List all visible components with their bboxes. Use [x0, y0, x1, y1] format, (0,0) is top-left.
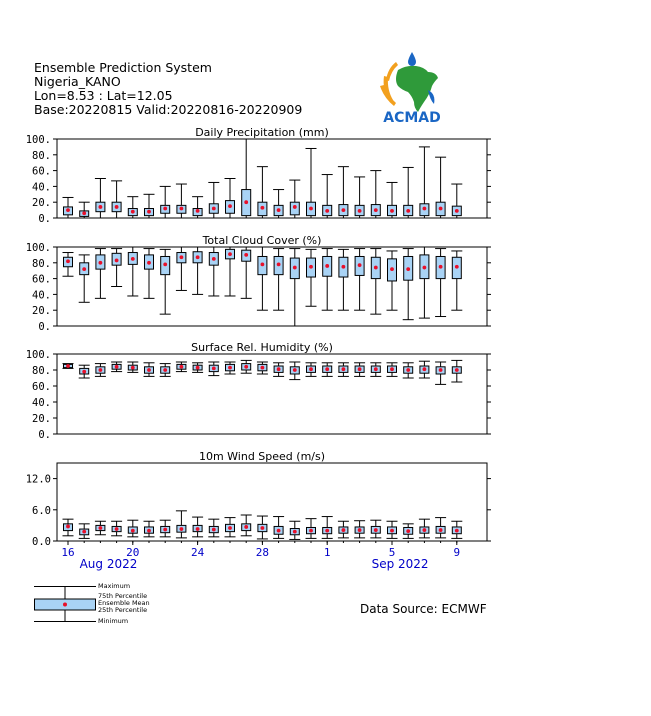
mean-marker	[390, 209, 394, 213]
box-day-23	[419, 147, 430, 218]
y-tick-label: 40.	[32, 181, 51, 194]
box-day-5	[127, 520, 138, 537]
mean-marker	[244, 525, 248, 529]
box-day-20	[370, 520, 381, 538]
box-day-9	[192, 363, 203, 373]
mean-marker	[147, 210, 151, 214]
mean-marker	[131, 529, 135, 533]
box-day-13	[257, 247, 268, 310]
mean-marker	[406, 267, 410, 271]
box-day-1	[63, 364, 74, 369]
mean-marker	[196, 366, 200, 370]
mean-marker	[212, 207, 216, 211]
mean-marker	[293, 205, 297, 209]
mean-marker	[406, 209, 410, 213]
mean-marker	[147, 261, 151, 265]
mean-marker	[423, 207, 427, 211]
mean-marker	[163, 262, 167, 266]
mean-marker	[212, 528, 216, 532]
mean-marker	[374, 266, 378, 270]
mean-marker	[82, 267, 86, 271]
mean-marker	[455, 265, 459, 269]
box-day-20	[370, 249, 381, 315]
box-day-17	[322, 363, 333, 377]
box-day-16	[306, 363, 317, 377]
legend-75th-percentile: 75th Percentile	[98, 592, 148, 600]
box-day-5	[127, 247, 138, 296]
header-line-system: Ensemble Prediction System	[34, 60, 212, 75]
mean-marker	[99, 261, 103, 265]
mean-marker	[82, 211, 86, 215]
y-tick-label: 0.	[38, 429, 51, 441]
mean-marker	[261, 262, 265, 266]
box-day-25	[451, 251, 462, 310]
mean-marker	[212, 257, 216, 261]
box-day-6	[144, 363, 155, 377]
box-day-13	[257, 167, 268, 218]
box-day-8	[176, 184, 187, 218]
mean-marker	[66, 259, 70, 263]
mean-marker	[358, 367, 362, 371]
header-line-validity: Base:20220815 Valid:20220816-20220909	[34, 102, 303, 117]
mean-marker	[309, 529, 313, 533]
mean-marker	[244, 253, 248, 257]
box-day-10	[208, 247, 219, 296]
mean-marker	[196, 255, 200, 259]
y-tick-label: 20.	[32, 413, 51, 425]
mean-marker	[455, 209, 459, 213]
y-tick-label: 100.	[25, 134, 51, 146]
mean-marker	[423, 528, 427, 532]
x-month-label: Aug 2022	[79, 557, 138, 571]
mean-marker	[423, 266, 427, 270]
mean-marker	[374, 208, 378, 212]
y-tick-label: 40.	[32, 289, 51, 302]
mean-marker	[325, 209, 329, 213]
box-day-17	[322, 175, 333, 218]
box-day-4	[111, 181, 122, 218]
y-tick-label: 20.	[32, 197, 51, 210]
box-day-23	[419, 247, 430, 318]
box-day-12	[241, 515, 252, 536]
box-day-10	[208, 519, 219, 537]
mean-marker	[406, 368, 410, 372]
mean-marker	[325, 529, 329, 533]
box-day-11	[225, 179, 236, 219]
mean-marker	[261, 206, 265, 210]
y-tick-label: 80.	[32, 257, 51, 270]
mean-marker	[455, 368, 459, 372]
mean-marker	[358, 528, 362, 532]
mean-marker	[82, 370, 86, 374]
box-day-11	[225, 247, 236, 296]
y-tick-label: 60.	[32, 165, 51, 178]
box-day-14	[273, 190, 284, 218]
mean-marker	[358, 209, 362, 213]
box-day-3	[95, 521, 106, 535]
y-tick-label: 0.0	[32, 536, 51, 548]
box-day-16	[306, 148, 317, 218]
x-month-label: Sep 2022	[371, 557, 429, 571]
legend-25th-percentile: 25th Percentile	[98, 606, 148, 614]
mean-marker	[423, 367, 427, 371]
box-day-14	[273, 363, 284, 377]
box-day-12	[241, 360, 252, 373]
box-day-11	[225, 362, 236, 374]
box-day-4	[111, 249, 122, 287]
y-tick-label: 80.	[32, 365, 51, 377]
mean-marker	[99, 526, 103, 530]
mean-marker	[99, 205, 103, 209]
box-day-24	[435, 518, 446, 538]
mean-marker	[228, 526, 232, 530]
mean-marker	[66, 208, 70, 212]
mean-marker	[374, 367, 378, 371]
mean-marker	[390, 267, 394, 271]
box-day-24	[435, 249, 446, 317]
mean-marker	[309, 265, 313, 269]
chart-panel-4	[26, 450, 491, 548]
box-day-1	[63, 197, 74, 218]
box-day-7	[160, 364, 171, 377]
mean-marker	[244, 365, 248, 369]
mean-marker	[342, 265, 346, 269]
mean-marker	[180, 207, 184, 211]
box-day-21	[387, 182, 398, 218]
mean-marker	[244, 200, 248, 204]
mean-marker	[325, 264, 329, 268]
panel-title: Daily Precipitation (mm)	[195, 126, 329, 139]
mean-marker	[99, 368, 103, 372]
box-day-21	[387, 521, 398, 538]
box-day-21	[387, 363, 398, 377]
mean-marker	[115, 527, 119, 531]
box-day-15	[289, 521, 300, 539]
box-day-6	[144, 249, 155, 299]
box-day-20	[370, 171, 381, 218]
panel-title: Total Cloud Cover (%)	[202, 234, 322, 247]
box-day-17	[322, 517, 333, 539]
mean-marker	[439, 207, 443, 211]
box-day-5	[127, 362, 138, 372]
y-tick-label: 60.	[32, 273, 51, 286]
panel-title: Surface Rel. Humidity (%)	[191, 341, 333, 354]
box-day-18	[338, 167, 349, 218]
mean-marker	[163, 207, 167, 211]
y-tick-label: 0.	[38, 213, 51, 225]
mean-marker	[163, 528, 167, 532]
mean-marker	[147, 368, 151, 372]
box-day-10	[208, 182, 219, 218]
mean-marker	[180, 527, 184, 531]
mean-marker	[180, 365, 184, 369]
box-day-7	[160, 249, 171, 314]
box-day-2	[79, 524, 90, 539]
mean-marker	[196, 209, 200, 213]
mean-marker	[115, 259, 119, 263]
mean-marker	[196, 527, 200, 531]
y-tick-label: 80.	[32, 149, 51, 162]
logo-text: ACMAD	[383, 110, 441, 126]
x-day-label: 24	[190, 546, 205, 559]
mean-marker	[82, 530, 86, 534]
legend-box-glyph	[34, 584, 96, 624]
box-day-8	[176, 362, 187, 372]
mean-marker	[66, 364, 70, 368]
chart-panel-1	[26, 126, 491, 225]
mean-marker	[131, 366, 135, 370]
panel-title: 10m Wind Speed (m/s)	[198, 450, 326, 463]
box-day-18	[338, 363, 349, 377]
box-day-12	[241, 247, 252, 298]
box-day-19	[354, 249, 365, 311]
mean-marker	[358, 263, 362, 267]
box-day-15	[289, 362, 300, 380]
y-tick-label: 100.	[25, 242, 51, 254]
chart-panel-3	[26, 341, 491, 441]
y-tick-label: 100.	[25, 349, 51, 361]
box-day-10	[208, 362, 219, 376]
mean-marker	[293, 368, 297, 372]
box-day-22	[403, 249, 414, 320]
mean-marker	[342, 367, 346, 371]
mean-marker	[66, 525, 70, 529]
box-day-16	[306, 249, 317, 306]
box-day-21	[387, 251, 398, 310]
legend-ensemble-mean: Ensemble Mean	[98, 599, 150, 607]
y-tick-label: 12.0	[25, 473, 51, 486]
mean-marker	[228, 366, 232, 370]
box-day-19	[354, 363, 365, 377]
legend-maximum: Maximum	[98, 582, 131, 590]
box-day-24	[435, 157, 446, 218]
box-day-24	[435, 362, 446, 384]
y-tick-label: 6.0	[32, 504, 51, 517]
mean-marker	[277, 262, 281, 266]
mean-marker	[163, 368, 167, 372]
box-day-23	[419, 361, 430, 378]
box-day-5	[127, 197, 138, 218]
box-day-8	[176, 511, 187, 538]
mean-marker	[406, 529, 410, 533]
box-day-25	[451, 521, 462, 538]
mean-marker	[439, 368, 443, 372]
box-day-3	[95, 179, 106, 219]
mean-marker	[147, 529, 151, 533]
mean-marker	[439, 265, 443, 269]
mean-marker	[390, 367, 394, 371]
box-day-20	[370, 363, 381, 377]
mean-marker	[309, 367, 313, 371]
box-day-12	[241, 139, 252, 218]
y-tick-label: 40.	[32, 397, 51, 409]
box-day-14	[273, 249, 284, 311]
box-day-9	[192, 197, 203, 218]
box-day-4	[111, 521, 122, 536]
box-day-9	[192, 247, 203, 294]
box-day-1	[63, 253, 74, 277]
mean-marker	[228, 204, 232, 208]
mean-marker	[342, 528, 346, 532]
mean-marker	[261, 366, 265, 370]
box-day-22	[403, 524, 414, 539]
mean-marker	[212, 367, 216, 371]
x-day-label: 1	[323, 546, 331, 559]
box-day-2	[79, 202, 90, 218]
box-day-8	[176, 247, 187, 290]
box-day-3	[95, 364, 106, 377]
mean-marker	[131, 257, 135, 261]
box-day-16	[306, 519, 317, 539]
y-tick-label: 0.	[38, 321, 51, 333]
x-day-label: 28	[255, 546, 270, 559]
mean-marker	[325, 367, 329, 371]
box-day-7	[160, 186, 171, 218]
mean-marker	[439, 528, 443, 532]
box-day-19	[354, 521, 365, 538]
x-day-label: 16	[61, 546, 75, 559]
mean-marker	[228, 252, 232, 256]
box-day-7	[160, 520, 171, 537]
box-day-23	[419, 519, 430, 538]
box-day-6	[144, 521, 155, 537]
box-day-17	[322, 249, 333, 311]
x-day-label: 20	[126, 546, 140, 559]
x-day-label: 9	[453, 546, 461, 559]
y-tick-label: 60.	[32, 381, 51, 393]
chart-panel-2	[26, 234, 491, 333]
box-day-6	[144, 194, 155, 218]
data-source: Data Source: ECMWF	[360, 602, 487, 616]
mean-marker	[293, 530, 297, 534]
box-day-22	[403, 167, 414, 218]
mean-marker	[293, 266, 297, 270]
box-day-22	[403, 363, 414, 378]
box-day-1	[63, 519, 74, 536]
mean-marker	[390, 529, 394, 533]
y-tick-label: 20.	[32, 305, 51, 318]
box-day-13	[257, 362, 268, 374]
mean-marker	[277, 208, 281, 212]
header-line-location: Nigeria_KANO	[34, 74, 121, 89]
mean-marker	[115, 365, 119, 369]
box-day-13	[257, 516, 268, 539]
mean-marker	[309, 207, 313, 211]
header-line-coordinates: Lon=8.53 : Lat=12.05	[34, 88, 173, 103]
box-day-25	[451, 360, 462, 382]
box-day-11	[225, 518, 236, 537]
box-day-15	[289, 249, 300, 326]
box-day-3	[95, 249, 106, 299]
box-day-18	[338, 521, 349, 538]
mean-marker	[277, 529, 281, 533]
box-day-19	[354, 177, 365, 218]
mean-marker	[374, 528, 378, 532]
box-day-4	[111, 362, 122, 372]
mean-marker	[342, 208, 346, 212]
legend-minimum: Minimum	[98, 617, 129, 625]
box-day-2	[79, 255, 90, 302]
mean-marker	[277, 367, 281, 371]
mean-marker	[455, 529, 459, 533]
box-day-9	[192, 517, 203, 537]
mean-marker	[131, 210, 135, 214]
mean-marker	[115, 205, 119, 209]
x-day-label: 5	[388, 546, 396, 559]
mean-marker	[180, 255, 184, 259]
box-day-14	[273, 517, 284, 539]
box-day-15	[289, 180, 300, 218]
box-day-18	[338, 249, 349, 310]
box-day-2	[79, 365, 90, 378]
mean-marker	[261, 526, 265, 530]
box-day-25	[451, 184, 462, 218]
